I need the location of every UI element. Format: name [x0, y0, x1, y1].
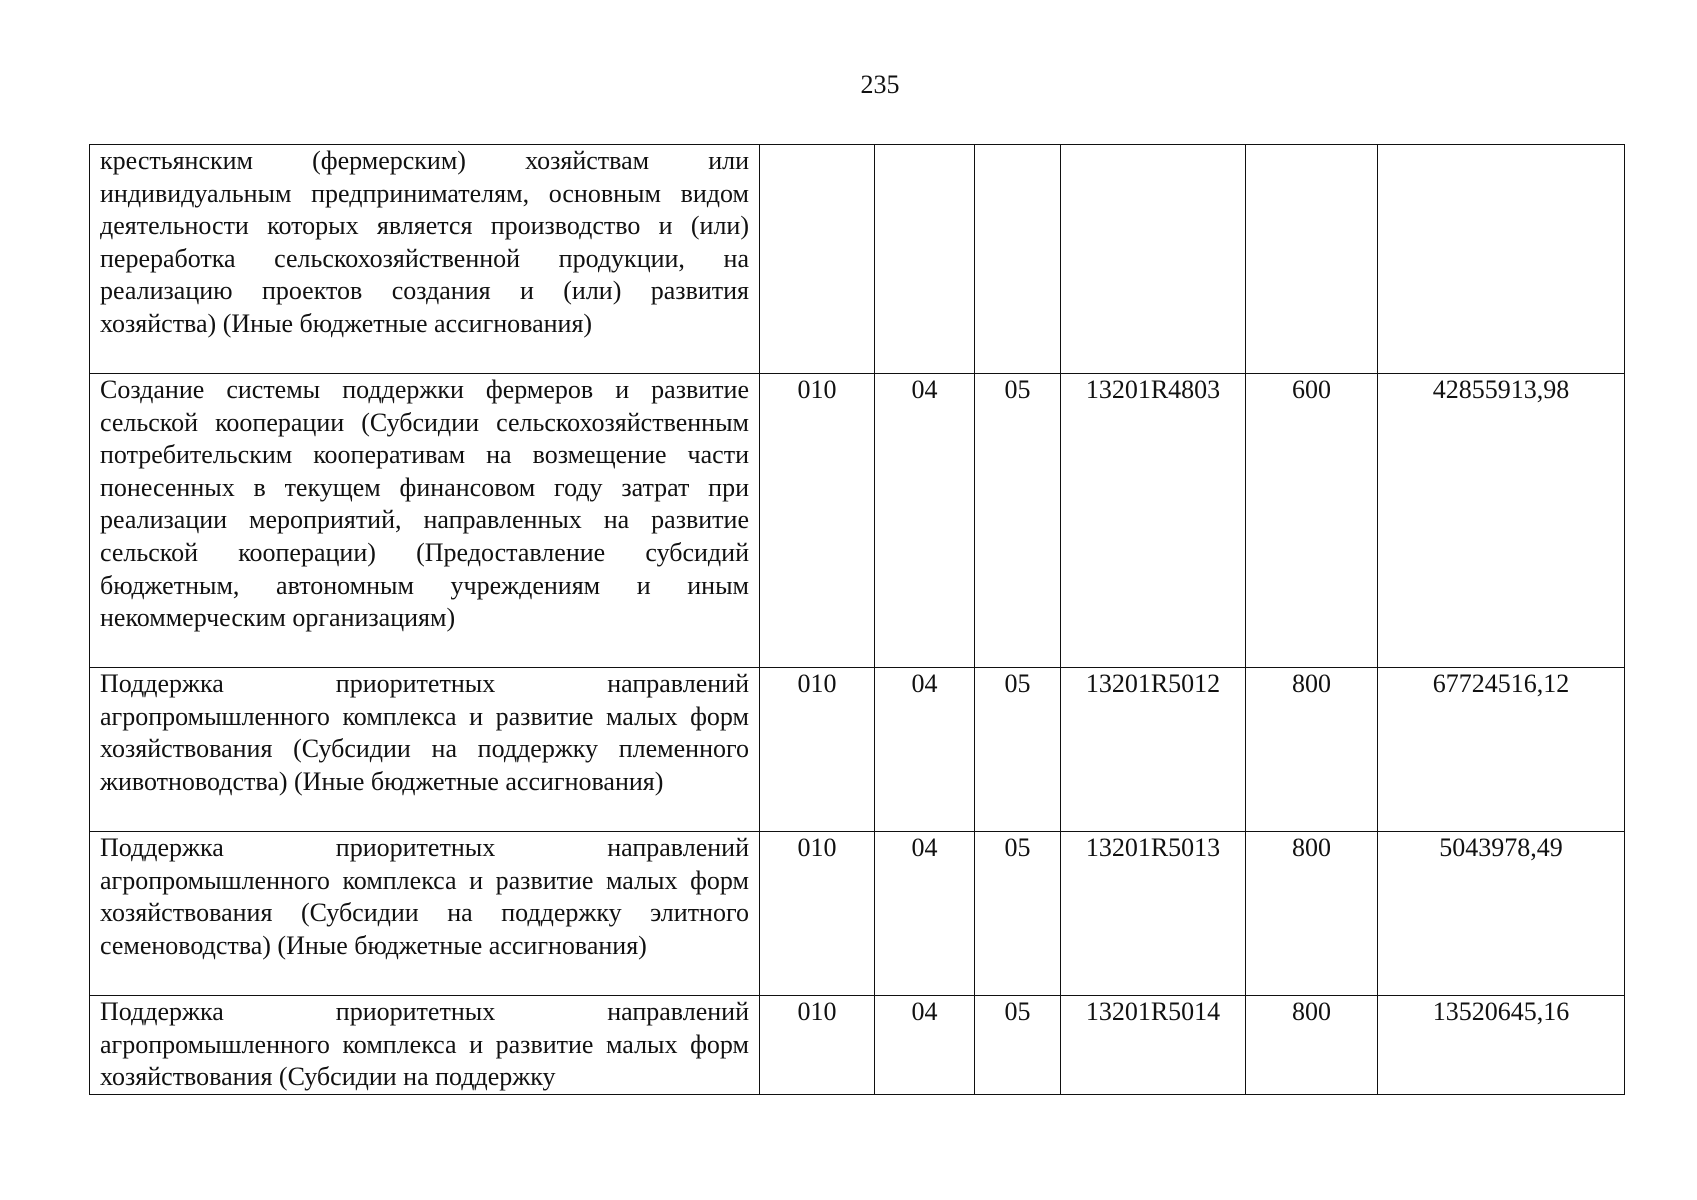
table-row: [90, 145, 1625, 374]
row-amount: 67724516,12: [1378, 668, 1625, 832]
row-target-article-code: 13201R5012: [1061, 668, 1246, 832]
row-description: Поддержка приоритетных направлений агропромышленного комплекса и развитие малых форм хозяйствования (Субсидии на поддержку племенного животноводства) (Иные бюджетные ассигнования): [90, 668, 760, 832]
row-grbs-code: 010: [760, 996, 875, 1095]
row-subsection-code: 05: [975, 668, 1061, 832]
row-grbs-code: 010: [760, 668, 875, 832]
row-subsection-code: 05: [975, 374, 1061, 668]
row-description: Поддержка приоритетных направлений агропромышленного комплекса и развитие малых форм хозяйствования (Субсидии на поддержку: [90, 996, 760, 1095]
page-number: 235: [860, 70, 900, 99]
row-target-article-code: 13201R5014: [1061, 996, 1246, 1095]
row-section-code: 04: [875, 832, 975, 996]
row-expense-type-code: 800: [1246, 996, 1378, 1095]
table-row: [90, 374, 1625, 668]
row-subsection-code: 05: [975, 832, 1061, 996]
row-target-article-code: 13201R4803: [1061, 374, 1246, 668]
row-grbs-code: 010: [760, 374, 875, 668]
row-section-code: 04: [875, 668, 975, 832]
table-row: [90, 668, 1625, 832]
row-target-article-code: [1061, 145, 1246, 374]
row-description: Поддержка приоритетных направлений агропромышленного комплекса и развитие малых форм хозяйствования (Субсидии на поддержку элитного семеноводства) (Иные бюджетные ассигнования): [90, 832, 760, 996]
table-row: [90, 996, 1625, 1095]
row-amount: 5043978,49: [1378, 832, 1625, 996]
row-section-code: 04: [875, 374, 975, 668]
row-subsection-code: [975, 145, 1061, 374]
row-section-code: [875, 145, 975, 374]
row-description: крестьянским (фермерским) хозяйствам или индивидуальным предпринимателям, основным видом деятельности которых является производство и (или) переработка сельскохозяйственной продукции, на реализацию проектов создания и (или) развития хозяйства) (Иные бюджетные ассигнования): [90, 145, 760, 374]
table-row: [90, 832, 1625, 996]
row-amount: 42855913,98: [1378, 374, 1625, 668]
row-expense-type-code: 600: [1246, 374, 1378, 668]
row-expense-type-code: 800: [1246, 668, 1378, 832]
row-section-code: 04: [875, 996, 975, 1095]
row-amount: [1378, 145, 1625, 374]
row-amount: 13520645,16: [1378, 996, 1625, 1095]
row-description: Создание системы поддержки фермеров и развитие сельской кооперации (Субсидии сельскохозяйственным потребительским кооперативам на возмещение части понесенных в текущем финансовом году затрат при реализации мероприятий, направленных на развитие сельской кооперации) (Предоставление субсидий бюджетным, автономным учреждениям и иным некоммерческим организациям): [90, 374, 760, 668]
row-subsection-code: 05: [975, 996, 1061, 1095]
budget-table: [89, 144, 1625, 1095]
row-grbs-code: [760, 145, 875, 374]
row-target-article-code: 13201R5013: [1061, 832, 1246, 996]
row-grbs-code: 010: [760, 832, 875, 996]
row-expense-type-code: 800: [1246, 832, 1378, 996]
row-expense-type-code: [1246, 145, 1378, 374]
